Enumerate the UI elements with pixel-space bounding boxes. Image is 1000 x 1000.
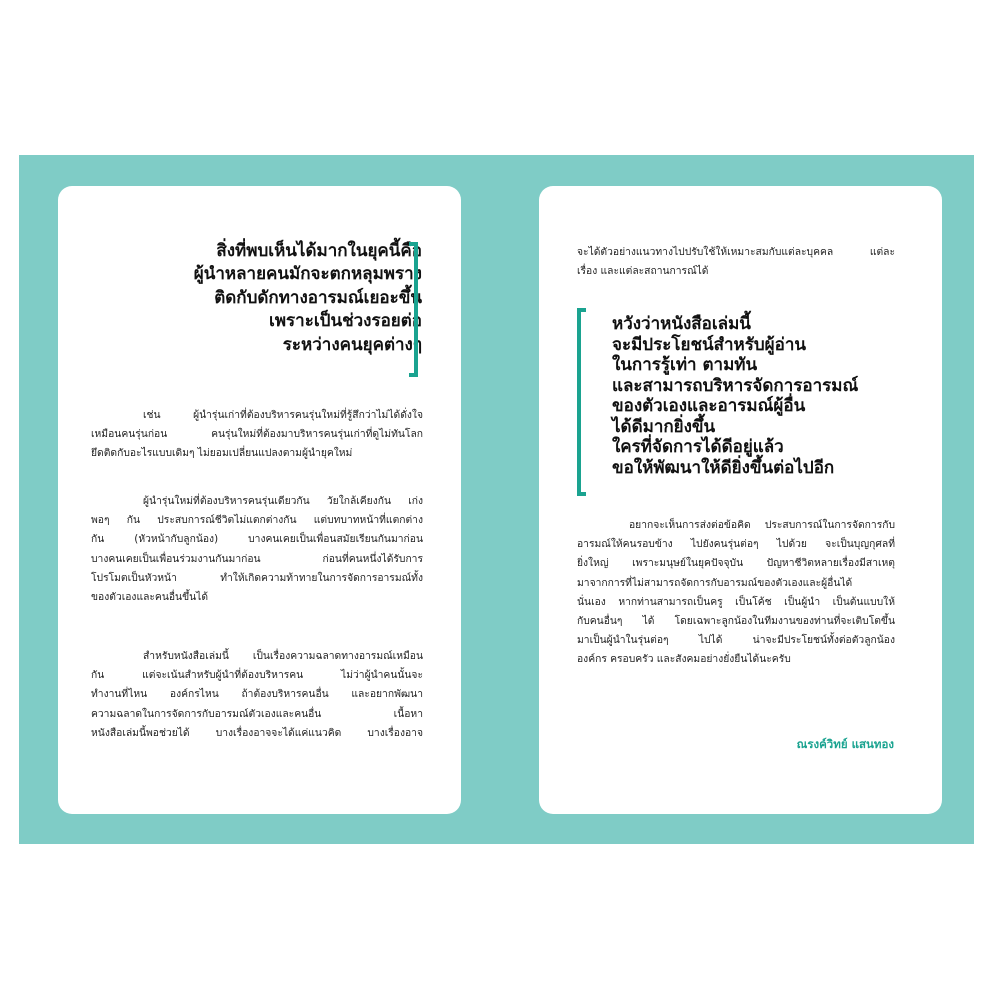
- text-line: ทำงานที่ไหน องค์กรไหน ถ้าต้องบริหารคนอื่น และอยากพัฒนา: [91, 688, 423, 701]
- book-spread: [19, 155, 974, 844]
- text-line: ความฉลาดในการจัดการกับอารมณ์ตัวเองและคนอื่น เนื้อหา: [91, 707, 423, 720]
- quote-line: ติดกับดักทางอารมณ์เยอะขึ้น: [214, 287, 422, 308]
- left-page: [58, 186, 461, 814]
- closing-bracket-decoration: [409, 242, 418, 377]
- quote-line: หวังว่าหนังสือเล่มนี้: [612, 314, 751, 334]
- text-line: เรื่อง และแต่ละสถานการณ์ได้: [577, 265, 709, 278]
- text-line: เช่น ผู้นำรุ่นเก่าที่ต้องบริหารคนรุ่นใหม่ที่รู้สึกว่าไม่ได้ดั่งใจ: [143, 409, 423, 421]
- text-line: องค์กร ครอบครัว และสังคมอย่างยั่งยืนได้นะครับ: [577, 653, 791, 666]
- quote-line: และสามารถบริหารจัดการอารมณ์: [612, 375, 859, 396]
- pull-quote-right: [612, 314, 912, 478]
- text-line: โปรโมตเป็นหัวหน้า ทำให้เกิดความท้าทายในการจัดการอารมณ์ทั้ง: [91, 571, 423, 584]
- paragraph-2: [91, 492, 423, 607]
- quote-line: ใครที่จัดการได้ดีอยู่แล้ว: [612, 437, 784, 457]
- opening-bracket-decoration: [577, 308, 586, 496]
- text-line: กัน แต่จะเน้นสำหรับผู้นำที่ต้องบริหารคน ไม่ว่าผู้นำคนนั้นจะ: [91, 669, 423, 682]
- quote-line: ของตัวเองและอารมณ์ผู้อื่น: [612, 396, 806, 416]
- quote-line: เพราะเป็นช่วงรอยต่อ: [269, 311, 422, 332]
- text-line: จะได้ตัวอย่างแนวทางไปปรับใช้ให้เหมาะสมกับแต่ละบุคคล แต่ละ: [577, 246, 895, 258]
- quote-line: จะมีประโยชน์สำหรับผู้อ่าน: [612, 334, 806, 355]
- quote-line: สิ่งที่พบเห็นได้มากในยุคนี้คือ: [216, 241, 422, 261]
- text-line: เหมือนคนรุ่นก่อน คนรุ่นใหม่ที่ต้องมาบริหารคนรุ่นเก่าที่ดูไม่ทันโลก: [91, 428, 423, 441]
- text-line: สำหรับหนังสือเล่มนี้ เป็นเรื่องความฉลาดทางอารมณ์เหมือน: [143, 650, 423, 662]
- quote-line: ในการรู้เท่า ตามทัน: [612, 355, 758, 375]
- text-line: กัน (หัวหน้ากับลูกน้อง) บางคนเคยเป็นเพื่อนสมัยเรียนกันมาก่อน: [91, 533, 423, 546]
- intro-paragraph: [577, 243, 895, 281]
- body-paragraph: [577, 516, 895, 670]
- text-line: หนังสือเล่มนี้พอช่วยได้ บางเรื่องอาจจะได้แค่แนวคิด บางเรื่องอาจ: [91, 726, 423, 739]
- text-line: ยึดติดกับอะไรแบบเดิมๆ ไม่ยอมเปลี่ยนแปลงตามผู้นำยุคใหม่: [91, 447, 353, 460]
- text-line: บางคนเคยเป็นเพื่อนร่วมงานกันมาก่อน ก่อนที่คนหนึ่งได้รับการ: [91, 552, 423, 565]
- pull-quote-left: [78, 240, 422, 357]
- paragraph-3: [91, 647, 423, 743]
- text-line: มาเป็นผู้นำในรุ่นต่อๆ ไปได้ น่าจะมีประโยชน์ทั้งต่อตัวลูกน้อง: [577, 634, 895, 647]
- paragraph-1: [91, 406, 423, 464]
- author-signature: ณรงค์วิทย์ แสนทอง: [796, 737, 894, 751]
- text-line: อารมณ์ให้คนรอบข้าง ไปยังคนรุ่นต่อๆ ไปด้วย จะเป็นบุญกุศลที่: [577, 538, 895, 551]
- quote-line: ได้ดีมากยิ่งขึ้น: [612, 416, 716, 437]
- text-line: พอๆ กัน ประสบการณ์ชีวิตไม่แตกต่างกัน แต่บทบาทหน้าที่แตกต่าง: [91, 514, 423, 527]
- text-line: นั่นเอง หากท่านสามารถเป็นครู เป็นโค้ช เป็นผู้นำ เป็นต้นแบบให้: [577, 595, 895, 608]
- text-line: ยิ่งใหญ่ เพราะมนุษย์ในยุคปัจจุบัน ปัญหาชีวิตหลายเรื่องมีสาเหตุ: [577, 557, 895, 570]
- text-line: ผู้นำรุ่นใหม่ที่ต้องบริหารคนรุ่นเดียวกัน วัยใกล้เคียงกัน เก่ง: [143, 495, 423, 507]
- quote-line: ขอให้พัฒนาให้ดียิ่งขึ้นต่อไปอีก: [612, 457, 835, 478]
- text-line: ของตัวเองและคนอื่นขึ้นได้: [91, 591, 209, 604]
- quote-line: ผู้นำหลายคนมักจะตกหลุมพราง: [193, 264, 422, 285]
- quote-line: ระหว่างคนยุคต่างๆ: [282, 334, 422, 355]
- text-line: อยากจะเห็นการส่งต่อข้อคิด ประสบการณ์ในการจัดการกับ: [629, 519, 895, 531]
- text-line: มาจากการที่ไม่สามารถจัดการกับอารมณ์ของตัวเองและผู้อื่นได้: [577, 576, 853, 589]
- right-page: [539, 186, 942, 814]
- text-line: กับคนอื่นๆ ได้ โดยเฉพาะลูกน้องในทีมงานของท่านที่จะเติบโตขึ้น: [577, 615, 895, 628]
